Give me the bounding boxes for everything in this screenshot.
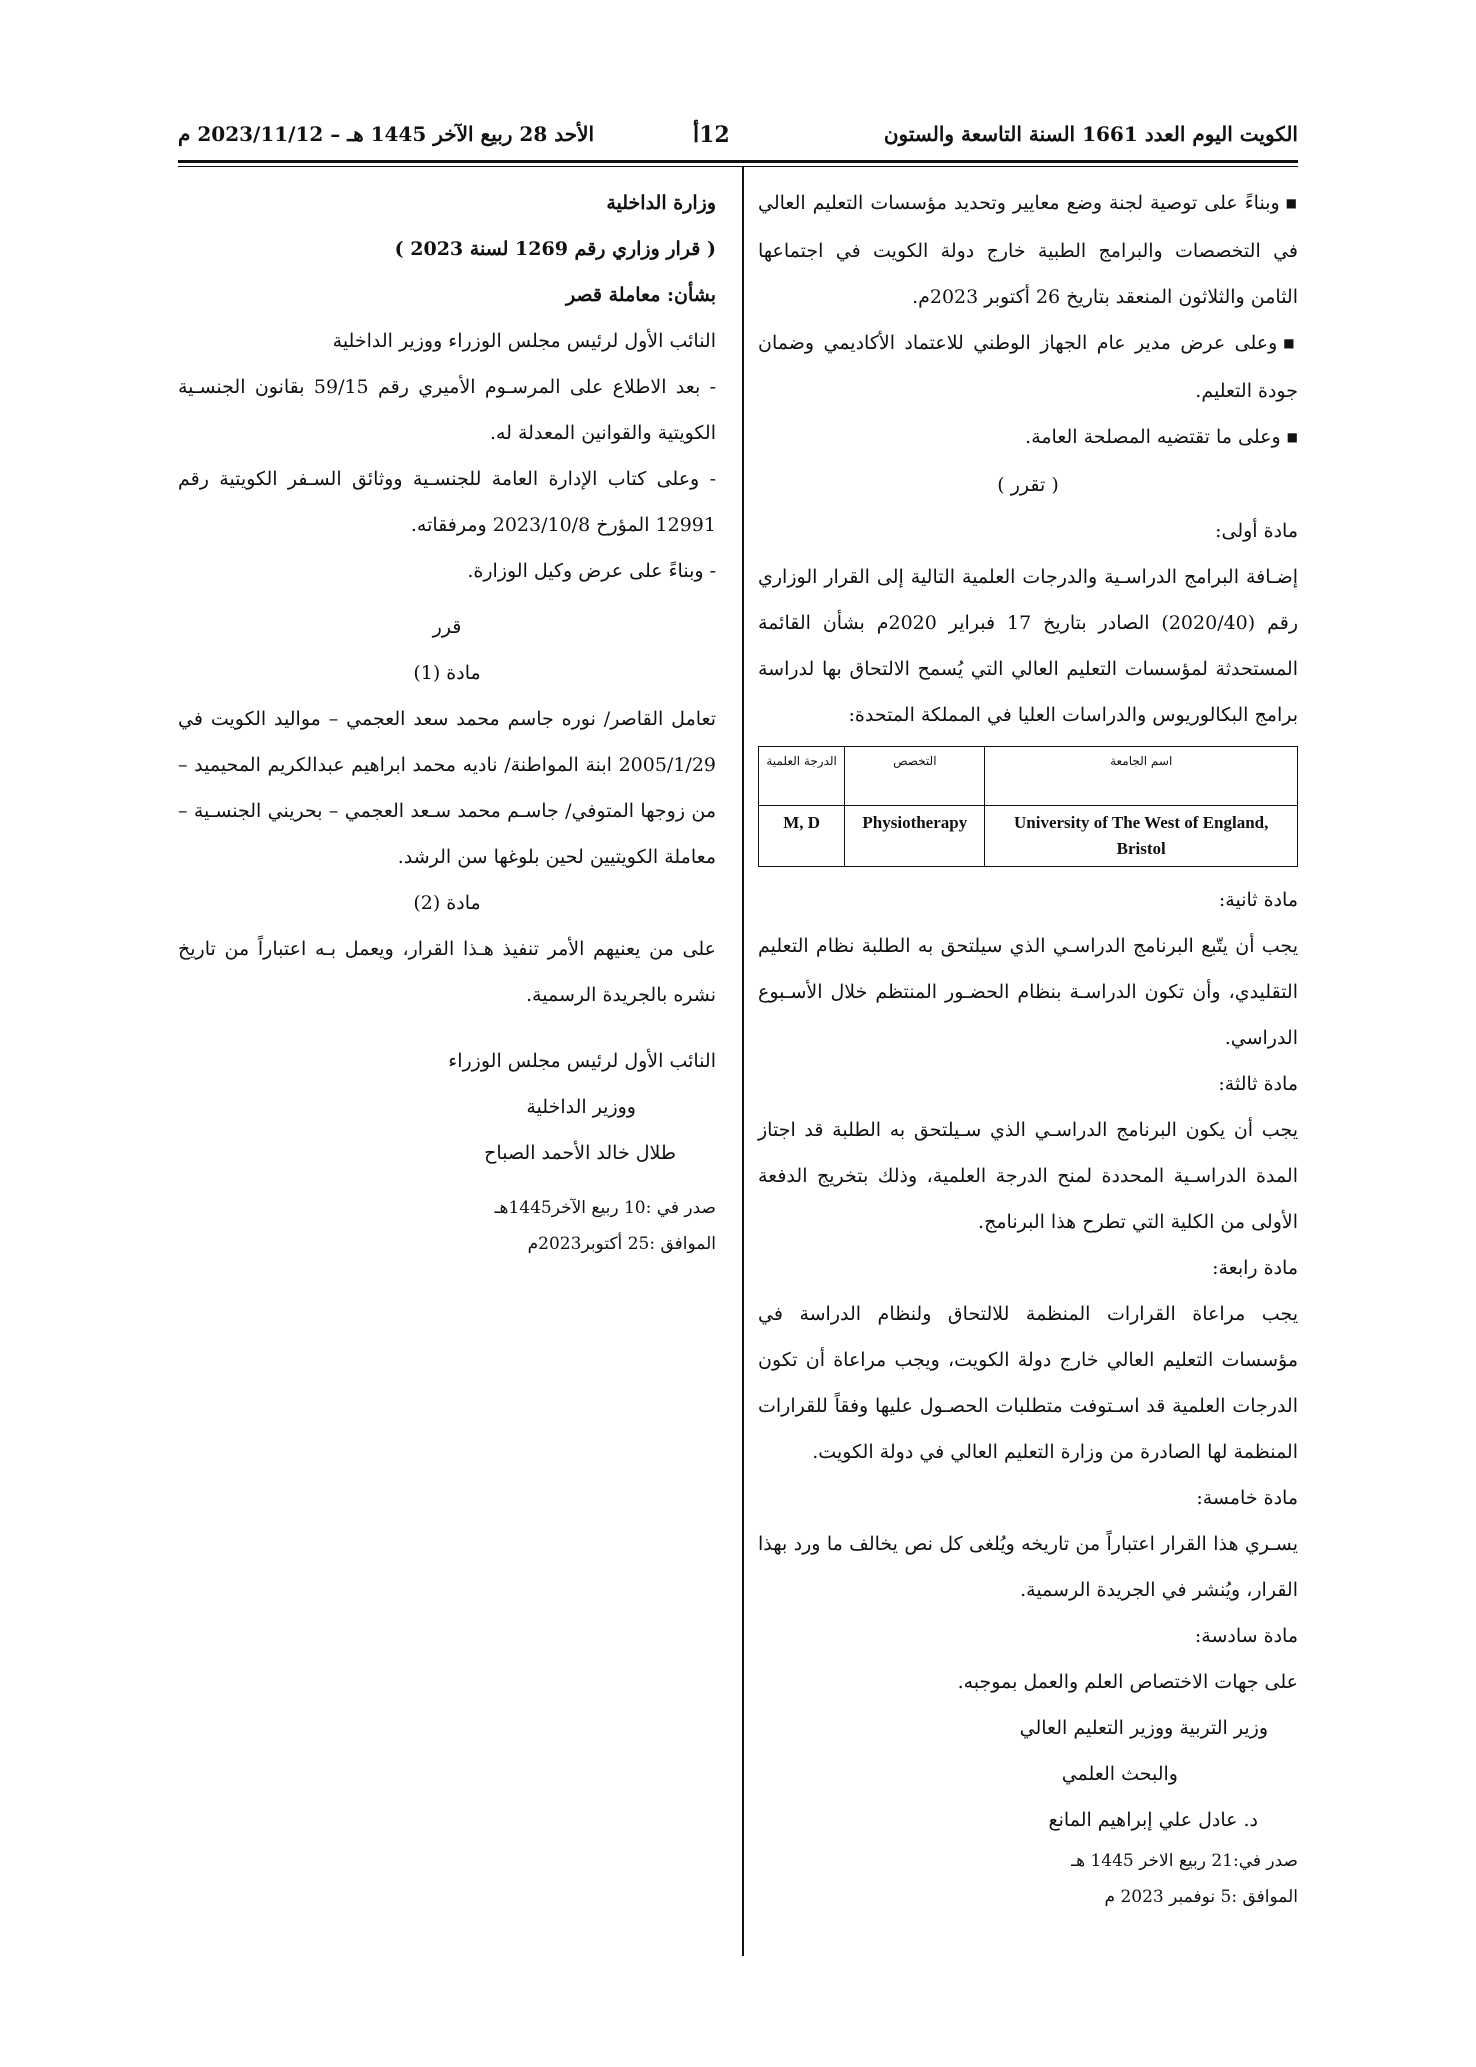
- decision-title: ( قرار وزاري رقم 1269 لسنة 2023 ): [394, 238, 716, 260]
- decision-subject: بشأن: معاملة قصر: [565, 284, 716, 306]
- header-date: الأحد 28 ربيع الآخر 1445 هـ – 2023/11/12 م: [178, 122, 595, 146]
- recital: - بعد الاطلاع على المرسـوم الأميري رقم 59/15 بقانون الجنسـية الكويتية والقوانين المعدلة له.: [178, 376, 716, 444]
- recital: - وعلى كتاب الإدارة العامة للجنسـية ووثائق السـفر الكويتية رقم 12991 المؤرخ 2023/10/8 ومرفقاته.: [178, 468, 716, 536]
- decides-heading: ( تقرر ): [997, 474, 1059, 496]
- article-text: يجب أن يتّبع البرنامج الدراسـي الذي سيلتحق به الطلبة نظام التعليم التقليدي، وأن تكون الدراسـة بنظام الحضـور المنتظم خلال الأسـبوع الدراسي.: [758, 935, 1298, 1049]
- article-title: مادة ثالثة:: [1218, 1073, 1298, 1095]
- right-column: [758, 180, 1298, 1915]
- article-text: على جهات الاختصاص العلم والعمل بموجبه.: [957, 1671, 1298, 1693]
- article-text: يجب أن يكون البرنامج الدراسـي الذي سـيلتحق به الطلبة قد اجتاز المدة الدراسـية المحددة لمنح الدرجة العلمية، وذلك بتخريج الدفعة الأولى من الكلية التي تطرح هذا البرنامج.: [758, 1119, 1298, 1233]
- article-title: مادة سادسة:: [1194, 1625, 1298, 1647]
- article-title: مادة خامسة:: [1196, 1487, 1298, 1509]
- signatory-title: والبحث العلمي: [1061, 1763, 1178, 1785]
- article-text: تعامل القاصر/ نوره جاسم محمد سعد العجمي – مواليد الكويت في 2005/1/29 ابنة المواطنة/ ناديه محمد ابراهيم عبدالكريم المحيميد – من زوجها المتوفي/ جاسـم محمد سـعد العجمي – بحريني الجنسـية – معاملة الكويتيين لحين بلوغها سن الرشد.: [178, 708, 716, 868]
- recital: ■ وعلى ما تقتضيه المصلحة العامة.: [758, 414, 1298, 462]
- table-cell: Physiotherapy: [845, 806, 985, 867]
- table-cell: University of The West of England, Bristol: [985, 806, 1298, 867]
- corresponding-date: الموافق :25 أكتوبر2023م: [527, 1234, 716, 1254]
- article-text: على من يعنيهم الأمر تنفيذ هـذا القرار، ويعمل بـه اعتباراً من تاريخ نشره بالجريدة الرسمية.: [178, 938, 716, 1006]
- recital: ■ وبناءً على توصية لجنة وضع معايير وتحديد مؤسسات التعليم العالي في التخصصات والبرامج الطبية خارج دولة الكويت في اجتماعها الثامن والثلاثون المنعقد بتاريخ 26 أكتوبر 2023م.: [758, 180, 1298, 320]
- signatory-title: النائب الأول لرئيس مجلس الوزراء: [448, 1050, 716, 1072]
- table-header: اسم الجامعة: [985, 747, 1298, 806]
- university-table: [758, 746, 1298, 867]
- table-cell: M, D: [759, 806, 845, 867]
- table-header: التخصص: [845, 747, 985, 806]
- article-title: مادة رابعة:: [1212, 1257, 1298, 1279]
- page-header: [178, 118, 1298, 154]
- issuer: النائب الأول لرئيس مجلس الوزراء ووزير الداخلية: [332, 330, 716, 352]
- article-title: مادة (1): [413, 662, 481, 684]
- table-row: [759, 806, 1298, 867]
- signatory-title: ووزير الداخلية: [526, 1096, 636, 1118]
- table-header: الدرجة العلمية: [759, 747, 845, 806]
- decides-heading: قرر: [432, 616, 462, 638]
- signatory-title: وزير التربية ووزير التعليم العالي: [1019, 1717, 1268, 1739]
- corresponding-date: الموافق :5 نوفمبر 2023 م: [1104, 1887, 1298, 1907]
- article-text: يسـري هذا القرار اعتباراً من تاريخه ويُلغى كل نص يخالف ما ورد بهذا القرار، ويُنشر في الجريدة الرسمية.: [758, 1533, 1298, 1601]
- page-number: 12أ: [693, 122, 730, 148]
- recital: ■ وعلى عرض مدير عام الجهاز الوطني للاعتماد الأكاديمي وضمان جودة التعليم.: [758, 320, 1298, 414]
- recital: - وبناءً على عرض وكيل الوزارة.: [467, 560, 716, 582]
- article-text: إضـافة البرامج الدراسـية والدرجات العلمية التالية إلى القرار الوزاري رقم (2020/40) الصادر بتاريخ 17 فبراير 2020م بشأن القائمة المستحدثة لمؤسسات التعليم العالي التي يُسمح الالتحاق بها لدراسة برامج البكالوريوس والدراسات العليا في المملكة المتحدة:: [758, 566, 1299, 726]
- article-text: يجب مراعاة القرارات المنظمة للالتحاق ولنظام الدراسة في مؤسسات التعليم العالي خارج دولة الكويت، ويجب مراعاة أن تكون الدرجات العلمية قد اسـتوفت متطلبات الحصـول عليها وفقاً للقرارات المنظمة لها الصادرة من وزارة التعليم العالي في دولة الكويت.: [758, 1303, 1298, 1463]
- article-title: مادة ثانية:: [1218, 889, 1298, 911]
- ministry-title: وزارة الداخلية: [606, 192, 716, 214]
- issue-date: صدر في :10 ربيع الآخر1445هـ: [494, 1198, 716, 1218]
- signatory-name: د. عادل علي إبراهيم المانع: [1048, 1809, 1258, 1831]
- signatory-name: طلال خالد الأحمد الصباح: [484, 1142, 676, 1164]
- article-title: مادة (2): [413, 892, 481, 914]
- column-divider: [742, 166, 744, 1956]
- issue-date: صدر في:21 ربيع الاخر 1445 هـ: [1071, 1851, 1298, 1871]
- header-issue: الكويت اليوم العدد 1661 السنة التاسعة والستون: [883, 122, 1298, 146]
- left-column: [178, 180, 716, 1262]
- article-title: مادة أولى:: [1215, 520, 1298, 542]
- header-rule: [178, 160, 1298, 163]
- header-rule-thin: [178, 166, 1298, 167]
